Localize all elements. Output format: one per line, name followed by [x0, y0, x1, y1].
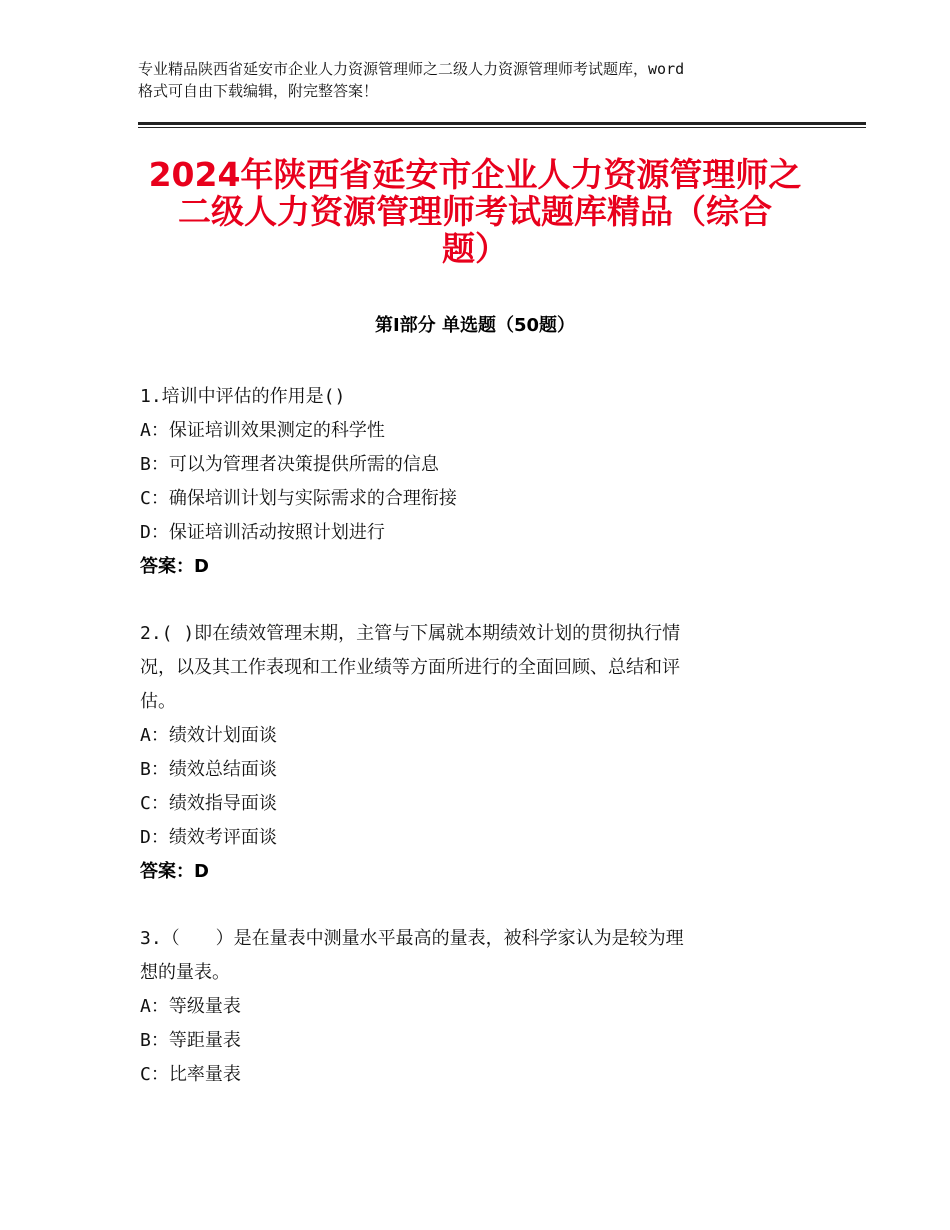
answer: 答案：D [140, 556, 209, 577]
question-list [140, 380, 810, 1125]
document-title-line-3: 题） [442, 229, 508, 268]
question-2 [140, 617, 810, 889]
option-d: D：绩效考评面谈 [140, 827, 277, 848]
header-note-line-2: 格式可自由下载编辑，附完整答案！ [138, 82, 379, 100]
document-title-line-1: 2024年陕西省延安市企业人力资源管理师之 [148, 155, 802, 194]
question-3 [140, 922, 810, 1092]
option-b: B：绩效总结面谈 [140, 759, 277, 780]
option-c: C：绩效指导面谈 [140, 793, 277, 814]
header-note [138, 58, 828, 102]
document-title-line-2: 二级人力资源管理师考试题库精品（综合 [178, 192, 772, 231]
document-title [130, 156, 820, 267]
question-stem: 3.（ ）是在量表中测量水平最高的量表，被科学家认为是较为理 [140, 928, 684, 949]
header-divider-thick [138, 122, 866, 125]
option-d: D：保证培训活动按照计划进行 [140, 522, 385, 543]
option-c: C：比率量表 [140, 1064, 241, 1085]
question-stem: 况，以及其工作表现和工作业绩等方面所进行的全面回顾、总结和评 [140, 657, 680, 678]
header-note-line-1: 专业精品陕西省延安市企业人力资源管理师之二级人力资源管理师考试题库，word [138, 60, 685, 78]
option-b: B：等距量表 [140, 1030, 241, 1051]
question-stem: 估。 [140, 691, 176, 712]
option-b: B：可以为管理者决策提供所需的信息 [140, 454, 439, 475]
question-stem: 2.( )即在绩效管理末期，主管与下属就本期绩效计划的贯彻执行情 [140, 623, 681, 644]
option-a: A：保证培训效果测定的科学性 [140, 420, 385, 441]
option-a: A：绩效计划面谈 [140, 725, 277, 746]
option-c: C：确保培训计划与实际需求的合理衔接 [140, 488, 457, 509]
header-divider-thin [138, 127, 866, 128]
question-stem: 想的量表。 [140, 962, 230, 983]
question-1 [140, 380, 810, 584]
answer: 答案：D [140, 861, 209, 882]
option-a: A：等级量表 [140, 996, 241, 1017]
section-title: 第Ⅰ部分 单选题（50题） [374, 315, 575, 336]
question-stem: 1.培训中评估的作用是() [140, 386, 346, 407]
